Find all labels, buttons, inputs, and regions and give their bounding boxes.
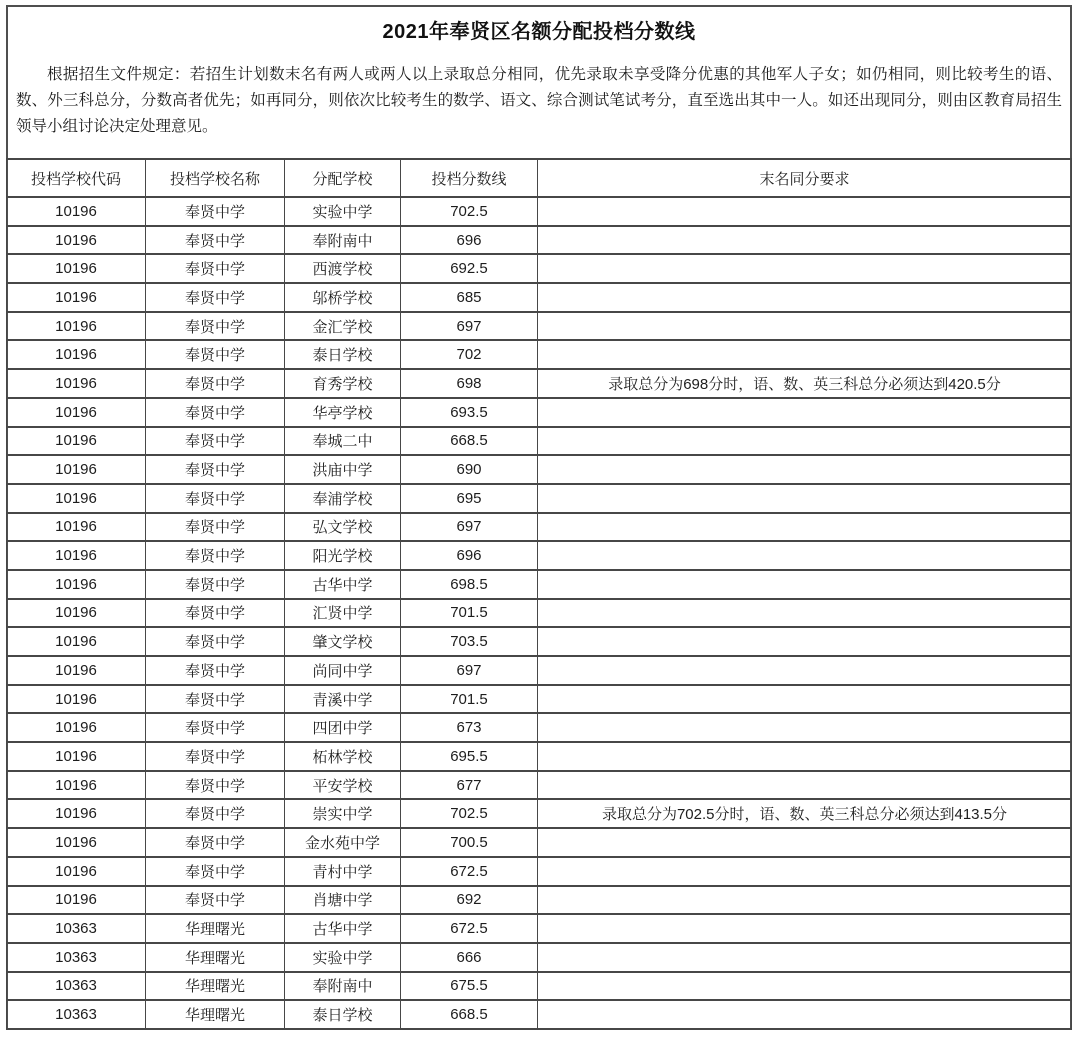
cell-score-line: 695.5 xyxy=(401,742,538,771)
cell-alloc-school: 青村中学 xyxy=(285,857,401,886)
cell-school-code: 10196 xyxy=(7,627,146,656)
cell-tie-rule xyxy=(538,685,1072,714)
cell-tie-rule xyxy=(538,226,1072,255)
cell-tie-rule xyxy=(538,427,1072,456)
cell-school-code: 10196 xyxy=(7,340,146,369)
cell-school-code: 10196 xyxy=(7,685,146,714)
cell-alloc-school: 奉附南中 xyxy=(285,226,401,255)
table-row xyxy=(7,427,1072,456)
cell-alloc-school: 汇贤中学 xyxy=(285,599,401,628)
cell-school-code: 10196 xyxy=(7,398,146,427)
cell-school-code: 10363 xyxy=(7,1000,146,1029)
cell-school-code: 10196 xyxy=(7,312,146,341)
cell-alloc-school: 洪庙中学 xyxy=(285,455,401,484)
table-row xyxy=(7,713,1072,742)
cell-school-name: 奉贤中学 xyxy=(146,226,285,255)
cell-score-line: 698 xyxy=(401,369,538,398)
cell-score-line: 690 xyxy=(401,455,538,484)
cell-alloc-school: 弘文学校 xyxy=(285,513,401,542)
cell-school-code: 10196 xyxy=(7,886,146,915)
cell-alloc-school: 西渡学校 xyxy=(285,254,401,283)
cell-tie-rule: 录取总分为702.5分时，语、数、英三科总分必须达到413.5分 xyxy=(538,799,1072,828)
cell-score-line: 703.5 xyxy=(401,627,538,656)
cell-score-line: 668.5 xyxy=(401,1000,538,1029)
table-row xyxy=(7,1000,1072,1029)
cell-school-code: 10196 xyxy=(7,283,146,312)
table-row xyxy=(7,570,1072,599)
cell-school-name: 奉贤中学 xyxy=(146,541,285,570)
cell-school-code: 10196 xyxy=(7,857,146,886)
cell-score-line: 672.5 xyxy=(401,914,538,943)
cell-tie-rule xyxy=(538,943,1072,972)
cell-school-code: 10196 xyxy=(7,513,146,542)
table-row xyxy=(7,226,1072,255)
cell-alloc-school: 崇实中学 xyxy=(285,799,401,828)
cell-school-name: 奉贤中学 xyxy=(146,197,285,226)
cell-score-line: 692.5 xyxy=(401,254,538,283)
cell-alloc-school: 奉浦学校 xyxy=(285,484,401,513)
table-header-row xyxy=(7,159,1072,197)
cell-alloc-school: 古华中学 xyxy=(285,570,401,599)
cell-tie-rule xyxy=(538,398,1072,427)
cell-score-line: 666 xyxy=(401,943,538,972)
cell-tie-rule xyxy=(538,857,1072,886)
cell-score-line: 668.5 xyxy=(401,427,538,456)
table-row xyxy=(7,886,1072,915)
table-row xyxy=(7,283,1072,312)
table-row xyxy=(7,197,1072,226)
cell-school-code: 10196 xyxy=(7,197,146,226)
cell-school-name: 奉贤中学 xyxy=(146,513,285,542)
cell-alloc-school: 邬桥学校 xyxy=(285,283,401,312)
cell-school-name: 奉贤中学 xyxy=(146,312,285,341)
cell-score-line: 673 xyxy=(401,713,538,742)
header-alloc-school: 分配学校 xyxy=(285,159,401,197)
cell-alloc-school: 平安学校 xyxy=(285,771,401,800)
cell-school-name: 奉贤中学 xyxy=(146,254,285,283)
cell-tie-rule xyxy=(538,340,1072,369)
cell-score-line: 697 xyxy=(401,513,538,542)
cell-school-name: 奉贤中学 xyxy=(146,340,285,369)
table-row xyxy=(7,685,1072,714)
cell-score-line: 697 xyxy=(401,656,538,685)
cell-school-name: 奉贤中学 xyxy=(146,570,285,599)
cell-school-name: 华理曙光 xyxy=(146,943,285,972)
cell-tie-rule xyxy=(538,656,1072,685)
table-row xyxy=(7,972,1072,1001)
cell-score-line: 698.5 xyxy=(401,570,538,599)
cell-tie-rule: 录取总分为698分时，语、数、英三科总分必须达到420.5分 xyxy=(538,369,1072,398)
cell-school-code: 10196 xyxy=(7,541,146,570)
table-row xyxy=(7,254,1072,283)
cell-tie-rule xyxy=(538,713,1072,742)
cell-school-name: 奉贤中学 xyxy=(146,713,285,742)
table-row xyxy=(7,627,1072,656)
table-row xyxy=(7,656,1072,685)
cell-alloc-school: 实验中学 xyxy=(285,197,401,226)
table-header xyxy=(7,159,1072,197)
cell-tie-rule xyxy=(538,254,1072,283)
cell-tie-rule xyxy=(538,599,1072,628)
table-row xyxy=(7,484,1072,513)
cell-alloc-school: 肖塘中学 xyxy=(285,886,401,915)
cell-school-code: 10196 xyxy=(7,570,146,599)
cell-score-line: 677 xyxy=(401,771,538,800)
cell-school-name: 奉贤中学 xyxy=(146,427,285,456)
table-row xyxy=(7,312,1072,341)
cell-school-code: 10196 xyxy=(7,226,146,255)
table-row xyxy=(7,369,1072,398)
table-row xyxy=(7,828,1072,857)
cell-score-line: 692 xyxy=(401,886,538,915)
table-row xyxy=(7,857,1072,886)
cell-school-code: 10363 xyxy=(7,914,146,943)
cell-tie-rule xyxy=(538,1000,1072,1029)
cell-alloc-school: 奉城二中 xyxy=(285,427,401,456)
cell-score-line: 702 xyxy=(401,340,538,369)
cell-alloc-school: 泰日学校 xyxy=(285,1000,401,1029)
cell-school-code: 10196 xyxy=(7,484,146,513)
cell-school-code: 10196 xyxy=(7,369,146,398)
cell-school-name: 奉贤中学 xyxy=(146,886,285,915)
cell-alloc-school: 金水苑中学 xyxy=(285,828,401,857)
cell-school-name: 华理曙光 xyxy=(146,972,285,1001)
cell-school-code: 10196 xyxy=(7,427,146,456)
cell-school-name: 奉贤中学 xyxy=(146,656,285,685)
cell-alloc-school: 泰日学校 xyxy=(285,340,401,369)
table-row xyxy=(7,771,1072,800)
table-row xyxy=(7,599,1072,628)
table-row xyxy=(7,541,1072,570)
cell-score-line: 675.5 xyxy=(401,972,538,1001)
table-row xyxy=(7,455,1072,484)
cell-school-code: 10196 xyxy=(7,742,146,771)
cell-alloc-school: 华亭学校 xyxy=(285,398,401,427)
cell-tie-rule xyxy=(538,283,1072,312)
cell-school-name: 奉贤中学 xyxy=(146,369,285,398)
cell-school-code: 10196 xyxy=(7,799,146,828)
cell-alloc-school: 古华中学 xyxy=(285,914,401,943)
cell-tie-rule xyxy=(538,972,1072,1001)
page-title: 2021年奉贤区名额分配投档分数线 xyxy=(382,21,696,43)
cell-school-name: 奉贤中学 xyxy=(146,799,285,828)
cell-school-name: 华理曙光 xyxy=(146,914,285,943)
cell-alloc-school: 金汇学校 xyxy=(285,312,401,341)
cell-alloc-school: 阳光学校 xyxy=(285,541,401,570)
table-row xyxy=(7,943,1072,972)
cell-school-code: 10196 xyxy=(7,254,146,283)
cell-school-code: 10363 xyxy=(7,972,146,1001)
cell-school-name: 奉贤中学 xyxy=(146,857,285,886)
cell-tie-rule xyxy=(538,197,1072,226)
header-tie-rule: 末名同分要求 xyxy=(538,159,1072,197)
table-row xyxy=(7,340,1072,369)
cell-school-name: 奉贤中学 xyxy=(146,828,285,857)
header-school-name: 投档学校名称 xyxy=(146,159,285,197)
cell-tie-rule xyxy=(538,914,1072,943)
cell-score-line: 693.5 xyxy=(401,398,538,427)
cell-school-name: 奉贤中学 xyxy=(146,398,285,427)
header-score-line: 投档分数线 xyxy=(401,159,538,197)
cell-tie-rule xyxy=(538,541,1072,570)
table-row xyxy=(7,742,1072,771)
cell-tie-rule xyxy=(538,771,1072,800)
cell-tie-rule xyxy=(538,828,1072,857)
cell-school-name: 奉贤中学 xyxy=(146,599,285,628)
intro-paragraph: 根据招生文件规定：若招生计划数末名有两人或两人以上录取总分相同，优先录取未享受降分优惠的其他军人子女；如仍相同，则比较考生的语、数、外三科总分，分数高者优先；如再同分，则依次比较考生的数学、语文、综合测试笔试考分，直至选出其中一人。如还出现同分，则由区教育局招生领导小组讨论决定处理意见。 xyxy=(16,66,1062,135)
cell-score-line: 701.5 xyxy=(401,599,538,628)
cell-tie-rule xyxy=(538,742,1072,771)
cell-alloc-school: 肇文学校 xyxy=(285,627,401,656)
cell-tie-rule xyxy=(538,886,1072,915)
cell-alloc-school: 四团中学 xyxy=(285,713,401,742)
cell-school-name: 奉贤中学 xyxy=(146,627,285,656)
cell-school-code: 10196 xyxy=(7,828,146,857)
cell-school-name: 奉贤中学 xyxy=(146,455,285,484)
header-school-code: 投档学校代码 xyxy=(7,159,146,197)
cell-alloc-school: 奉附南中 xyxy=(285,972,401,1001)
cell-alloc-school: 青溪中学 xyxy=(285,685,401,714)
cell-score-line: 696 xyxy=(401,226,538,255)
score-line-table xyxy=(6,158,1072,1030)
cell-school-name: 奉贤中学 xyxy=(146,771,285,800)
table-row xyxy=(7,799,1072,828)
cell-school-name: 奉贤中学 xyxy=(146,283,285,312)
cell-alloc-school: 育秀学校 xyxy=(285,369,401,398)
cell-tie-rule xyxy=(538,570,1072,599)
cell-school-code: 10196 xyxy=(7,656,146,685)
cell-school-name: 奉贤中学 xyxy=(146,742,285,771)
table-body xyxy=(7,197,1072,1029)
cell-school-name: 奉贤中学 xyxy=(146,484,285,513)
cell-score-line: 701.5 xyxy=(401,685,538,714)
cell-score-line: 700.5 xyxy=(401,828,538,857)
cell-tie-rule xyxy=(538,513,1072,542)
table-row xyxy=(7,398,1072,427)
cell-score-line: 672.5 xyxy=(401,857,538,886)
cell-score-line: 702.5 xyxy=(401,799,538,828)
table-row xyxy=(7,914,1072,943)
cell-school-name: 华理曙光 xyxy=(146,1000,285,1029)
cell-school-name: 奉贤中学 xyxy=(146,685,285,714)
document-page xyxy=(6,5,1072,1030)
cell-school-code: 10196 xyxy=(7,455,146,484)
cell-score-line: 685 xyxy=(401,283,538,312)
cell-school-code: 10363 xyxy=(7,943,146,972)
cell-alloc-school: 实验中学 xyxy=(285,943,401,972)
cell-tie-rule xyxy=(538,455,1072,484)
cell-school-code: 10196 xyxy=(7,599,146,628)
cell-alloc-school: 尚同中学 xyxy=(285,656,401,685)
cell-tie-rule xyxy=(538,312,1072,341)
cell-alloc-school: 柘林学校 xyxy=(285,742,401,771)
cell-school-code: 10196 xyxy=(7,713,146,742)
cell-school-code: 10196 xyxy=(7,771,146,800)
cell-tie-rule xyxy=(538,484,1072,513)
cell-score-line: 695 xyxy=(401,484,538,513)
cell-score-line: 702.5 xyxy=(401,197,538,226)
cell-tie-rule xyxy=(538,627,1072,656)
cell-score-line: 696 xyxy=(401,541,538,570)
cell-score-line: 697 xyxy=(401,312,538,341)
table-row xyxy=(7,513,1072,542)
